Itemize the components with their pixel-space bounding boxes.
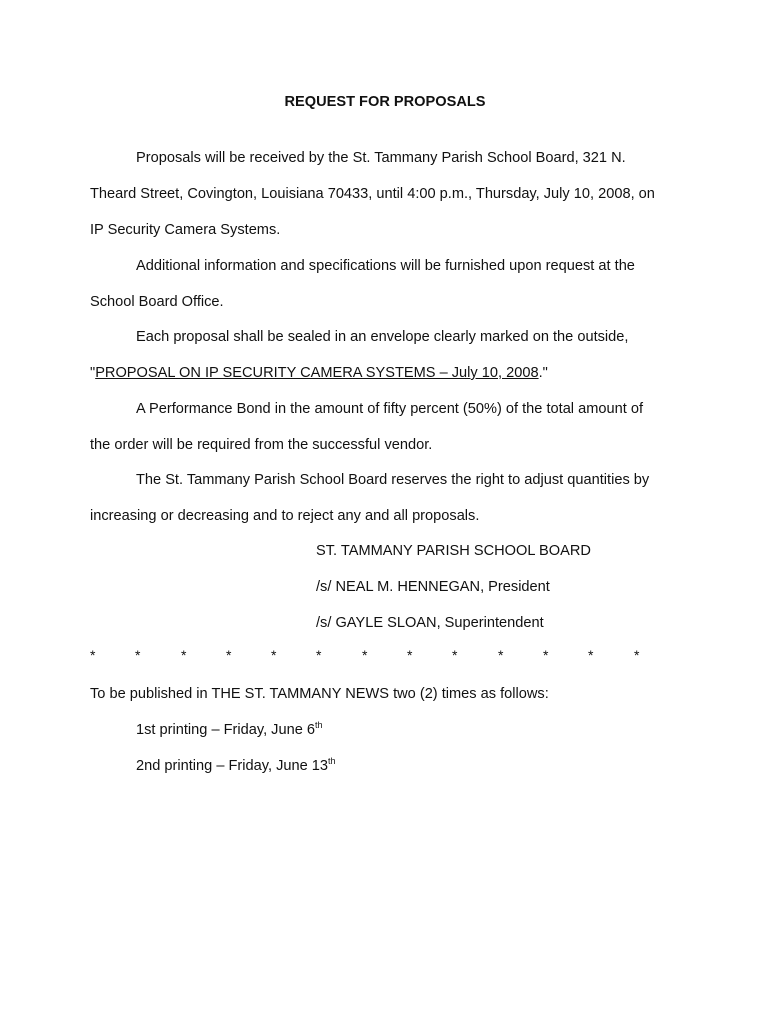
separator-star: *: [588, 647, 594, 663]
paragraph-line: A Performance Bond in the amount of fifty percent (50%) of the total amount of: [136, 401, 644, 417]
separator-star: *: [226, 647, 232, 663]
separator-star: *: [135, 647, 141, 663]
separator-star: *: [181, 647, 187, 663]
separator-star: *: [407, 647, 413, 663]
envelope-marking-text: PROPOSAL ON IP SECURITY CAMERA SYSTEMS – July 10, 2008: [95, 365, 539, 381]
paragraph-sealed-envelope: [90, 327, 690, 399]
printing-2-ordinal: th: [328, 756, 336, 766]
printing-1-text: 1st printing – Friday, June 6: [136, 722, 316, 738]
paragraph-line: increasing or decreasing and to reject any and all proposals.: [90, 508, 480, 524]
paragraph-line: IP Security Camera Systems.: [90, 222, 281, 238]
paragraph-line: The St. Tammany Parish School Board reserves the right to adjust quantities by: [136, 472, 650, 488]
paragraph-line: Theard Street, Covington, Louisiana 70433, until 4:00 p.m., Thursday, July 10, 2008, on: [90, 186, 655, 202]
paragraph-proposals-received: [90, 148, 690, 256]
paragraph-line: the order will be required from the successful vendor.: [90, 437, 433, 453]
signature-superintendent: /s/ GAYLE SLOAN, Superintendent: [316, 615, 544, 631]
paragraph-reserves-right: [90, 470, 690, 542]
printing-2-text: 2nd printing – Friday, June 13: [136, 758, 328, 774]
separator-star: *: [452, 647, 458, 663]
paragraph-line: Additional information and specifications will be furnished upon request at the: [136, 258, 635, 274]
separator-star: *: [316, 647, 322, 663]
separator-star: *: [634, 647, 640, 663]
separator-star: *: [543, 647, 549, 663]
paragraph-performance-bond: [90, 399, 690, 471]
paragraph-line: School Board Office.: [90, 294, 224, 310]
signature-board-name: ST. TAMMANY PARISH SCHOOL BOARD: [316, 543, 591, 559]
publication-printing-1: [136, 720, 736, 740]
document-title: REQUEST FOR PROPOSALS: [284, 94, 486, 110]
separator-star: *: [498, 647, 504, 663]
paragraph-additional-info: [90, 256, 690, 328]
star-separator: [0, 645, 770, 665]
separator-star: *: [90, 647, 96, 663]
printing-1-ordinal: th: [315, 720, 323, 730]
separator-star: *: [271, 647, 277, 663]
paragraph-line: Each proposal shall be sealed in an envelope clearly marked on the outside,: [136, 329, 629, 345]
paragraph-line: Proposals will be received by the St. Tammany Parish School Board, 321 N.: [136, 150, 626, 166]
envelope-marking-line: [90, 363, 690, 399]
quote-close: .": [538, 365, 548, 381]
publication-printing-2: [136, 756, 736, 776]
separator-star: *: [362, 647, 368, 663]
signature-president: /s/ NEAL M. HENNEGAN, President: [316, 579, 550, 595]
quote-open: ": [90, 365, 96, 381]
publication-intro: To be published in THE ST. TAMMANY NEWS two (2) times as follows:: [90, 686, 549, 702]
